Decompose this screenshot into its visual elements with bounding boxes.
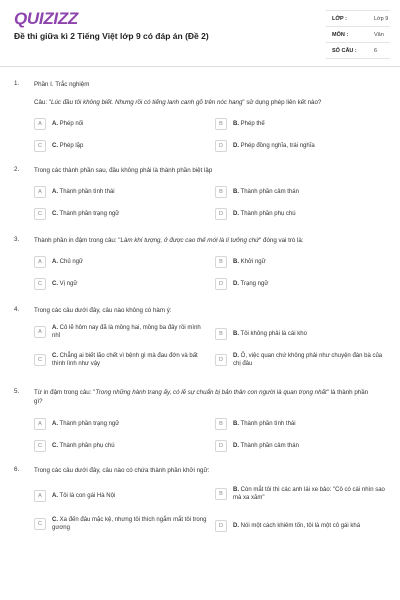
meta-row-count xyxy=(326,43,390,58)
option-badge: B xyxy=(215,118,227,130)
option-label: Thành phần tình thái xyxy=(58,189,115,195)
option-letter: B. xyxy=(233,121,239,127)
option-letter: D. xyxy=(233,353,239,359)
meta-row-subject xyxy=(326,27,390,43)
option-badge: C xyxy=(34,354,46,366)
option-letter: C. xyxy=(52,143,58,149)
prompt-suffix: " đóng vai trò là: xyxy=(259,237,304,244)
option-label: Thành phần cảm thán xyxy=(239,189,299,195)
option-label: Xa đến đâu mặc kệ, nhưng tôi thích ngắm mắt tôi trong gương xyxy=(52,517,207,531)
option-d[interactable] xyxy=(215,440,299,452)
option-text xyxy=(52,442,115,450)
option-label: Trạng ngữ xyxy=(239,281,269,287)
prompt-prefix: Câu: " xyxy=(34,99,51,106)
option-c[interactable] xyxy=(34,352,207,368)
question-text xyxy=(34,236,374,245)
option-text xyxy=(52,420,119,428)
option-a[interactable] xyxy=(34,256,83,268)
prompt-prefix: Từ in đậm trong câu: " xyxy=(34,389,96,396)
option-label: Thành phần phụ chú xyxy=(58,443,115,449)
option-b[interactable] xyxy=(215,186,299,198)
option-a[interactable] xyxy=(34,490,207,502)
question-prompt xyxy=(34,98,374,107)
option-label: Phép đồng nghĩa, trái nghĩa xyxy=(239,143,315,149)
option-letter: C. xyxy=(52,443,58,449)
option-label: Nói một cách khiêm tốn, tôi là một cô gái khá xyxy=(239,523,361,529)
option-letter: B. xyxy=(233,189,239,195)
option-label: Tôi là con gái Hà Nội xyxy=(58,493,116,499)
option-badge: D xyxy=(215,208,227,220)
option-a[interactable] xyxy=(34,324,207,340)
option-b[interactable] xyxy=(215,328,388,340)
option-text xyxy=(52,352,207,368)
option-a[interactable] xyxy=(34,118,83,130)
option-text xyxy=(52,492,207,500)
prompt-suffix: " sử dụng phép liên kết nào? xyxy=(242,99,322,106)
option-b[interactable] xyxy=(215,486,388,502)
prompt-suffix: " là thành phần gì? xyxy=(34,389,369,405)
option-letter: C. xyxy=(52,517,58,523)
option-letter: D. xyxy=(233,523,239,529)
question-number: 1. xyxy=(14,80,20,87)
option-label: Chẳng ai biết lão chết vì bệnh gì mà đau đớn và bất thình lình như vậy xyxy=(52,353,198,367)
option-badge: D xyxy=(215,520,227,532)
option-b[interactable] xyxy=(215,118,265,130)
document-header xyxy=(0,0,400,64)
option-text xyxy=(233,142,315,150)
option-a[interactable] xyxy=(34,418,119,430)
meta-label: MÔN : xyxy=(332,31,349,38)
question-text: Trong các câu dưới đây, câu nào có chứa thành phần khởi ngữ: xyxy=(34,467,210,474)
option-text xyxy=(233,522,388,530)
option-badge: A xyxy=(34,256,46,268)
option-badge: B xyxy=(215,418,227,430)
option-badge: A xyxy=(34,490,46,502)
option-letter: C. xyxy=(52,281,58,287)
option-letter: B. xyxy=(233,421,239,427)
option-d[interactable] xyxy=(215,352,388,368)
option-text xyxy=(52,280,77,288)
option-text xyxy=(233,330,388,338)
option-badge: C xyxy=(34,140,46,152)
option-letter: D. xyxy=(233,143,239,149)
question-text: Trong các câu dưới đây, câu nào không có hàm ý: xyxy=(34,307,172,314)
option-text xyxy=(233,120,265,128)
option-label: Phép thế xyxy=(239,121,265,127)
option-text xyxy=(233,442,299,450)
option-label: Thành phần tình thái xyxy=(239,421,296,427)
page-title: Đề thi giữa kì 2 Tiếng Việt lớp 9 có đáp án (Đề 2) xyxy=(14,31,209,41)
option-badge: D xyxy=(215,278,227,290)
option-letter: A. xyxy=(52,259,58,265)
option-letter: C. xyxy=(52,211,58,217)
prompt-quote: Trong những hành trang ấy, có lẽ sự chuẩn bị bản thân con người là quan trọng nhất xyxy=(95,389,327,396)
option-text xyxy=(52,120,83,128)
option-d[interactable] xyxy=(215,140,315,152)
meta-value: 6 xyxy=(374,47,378,54)
option-letter: B. xyxy=(233,487,239,493)
quizizz-logo: QUIZIZZ xyxy=(14,9,78,28)
meta-value: Lớp 9 xyxy=(374,15,389,22)
option-label: Còn mắt tôi thì các anh lái xe bảo: "Cô có cái nhìn sao mà xa xăm" xyxy=(233,487,385,501)
option-c[interactable] xyxy=(34,278,77,290)
option-c[interactable] xyxy=(34,140,83,152)
option-letter: B. xyxy=(233,331,239,337)
question-number: 4. xyxy=(14,306,20,313)
option-label: Cô lẽ hôm nay đã là mồng hai, mồng ba đây rồi mình nhỉ xyxy=(52,325,201,339)
option-letter: A. xyxy=(52,121,58,127)
option-label: Khởi ngữ xyxy=(239,259,266,265)
meta-label: SỐ CÂU : xyxy=(332,47,357,54)
option-text xyxy=(233,280,268,288)
question-text xyxy=(34,80,374,107)
option-letter: C. xyxy=(52,353,58,359)
option-label: Thành phần cảm thán xyxy=(239,443,299,449)
option-badge: B xyxy=(215,488,227,500)
option-label: Phép lặp xyxy=(58,143,84,149)
option-label: Vị ngữ xyxy=(58,281,78,287)
option-a[interactable] xyxy=(34,186,115,198)
option-label: Thành phần phụ chú xyxy=(239,211,296,217)
option-text xyxy=(233,352,388,368)
option-text xyxy=(52,324,207,340)
option-badge: B xyxy=(215,256,227,268)
option-badge: D xyxy=(215,354,227,366)
option-c[interactable] xyxy=(34,516,207,532)
option-text xyxy=(52,516,207,532)
option-badge: C xyxy=(34,278,46,290)
prompt-prefix: Thành phần in đậm trong câu: " xyxy=(34,237,121,244)
option-letter: D. xyxy=(233,443,239,449)
option-text xyxy=(52,258,83,266)
question-number: 6. xyxy=(14,466,20,473)
option-badge: A xyxy=(34,118,46,130)
option-text xyxy=(52,210,119,218)
option-label: Chủ ngữ xyxy=(58,259,84,265)
option-text xyxy=(233,258,266,266)
option-badge: B xyxy=(215,186,227,198)
option-d[interactable] xyxy=(215,208,296,220)
question-number: 5. xyxy=(14,388,20,395)
option-letter: D. xyxy=(233,281,239,287)
option-text xyxy=(233,188,299,196)
question-number: 2. xyxy=(14,166,20,173)
option-letter: B. xyxy=(233,259,239,265)
option-badge: C xyxy=(34,208,46,220)
question-heading: Phần I. Trắc nghiệm xyxy=(34,81,90,88)
option-label: Thành phần trạng ngữ xyxy=(58,211,120,217)
meta-value: Văn xyxy=(374,31,384,38)
prompt-quote: Làm khí tượng, ở được cao thế mới là lí tưởng chứ xyxy=(120,237,260,244)
option-label: Ô, việc quan chứ không phải như chuyện đàn bà của chị đâu xyxy=(233,353,383,367)
option-letter: A. xyxy=(52,493,58,499)
question-text xyxy=(34,388,374,406)
option-d[interactable] xyxy=(215,278,268,290)
option-badge: A xyxy=(34,186,46,198)
option-label: Thành phần trạng ngữ xyxy=(58,421,120,427)
option-b[interactable] xyxy=(215,418,296,430)
option-text xyxy=(52,188,115,196)
option-text xyxy=(233,420,296,428)
header-divider xyxy=(0,66,400,67)
option-d[interactable] xyxy=(215,520,388,532)
meta-label: LỚP : xyxy=(332,15,347,22)
option-text xyxy=(233,210,296,218)
option-c[interactable] xyxy=(34,208,119,220)
prompt-quote: Lúc đầu tôi không biết. Nhưng rồi có tiếng lanh canh gõ trên nóc hang xyxy=(51,99,243,106)
option-badge: D xyxy=(215,140,227,152)
option-letter: A. xyxy=(52,325,58,331)
option-label: Phép nối xyxy=(58,121,84,127)
option-badge: A xyxy=(34,418,46,430)
option-c[interactable] xyxy=(34,440,115,452)
option-letter: D. xyxy=(233,211,239,217)
option-label: Tôi không phải là cái kho xyxy=(239,331,307,337)
option-b[interactable] xyxy=(215,256,266,268)
option-text xyxy=(52,142,83,150)
question-text: Trong các thành phần sau, đâu không phải là thành phần biệt lập xyxy=(34,167,213,174)
option-badge: D xyxy=(215,440,227,452)
option-letter: A. xyxy=(52,189,58,195)
option-badge: C xyxy=(34,518,46,530)
option-text xyxy=(233,486,388,502)
option-badge: C xyxy=(34,440,46,452)
option-badge: B xyxy=(215,328,227,340)
option-badge: A xyxy=(34,326,46,338)
option-letter: A. xyxy=(52,421,58,427)
meta-table xyxy=(326,10,390,59)
meta-row-grade xyxy=(326,11,390,27)
question-number: 3. xyxy=(14,236,20,243)
